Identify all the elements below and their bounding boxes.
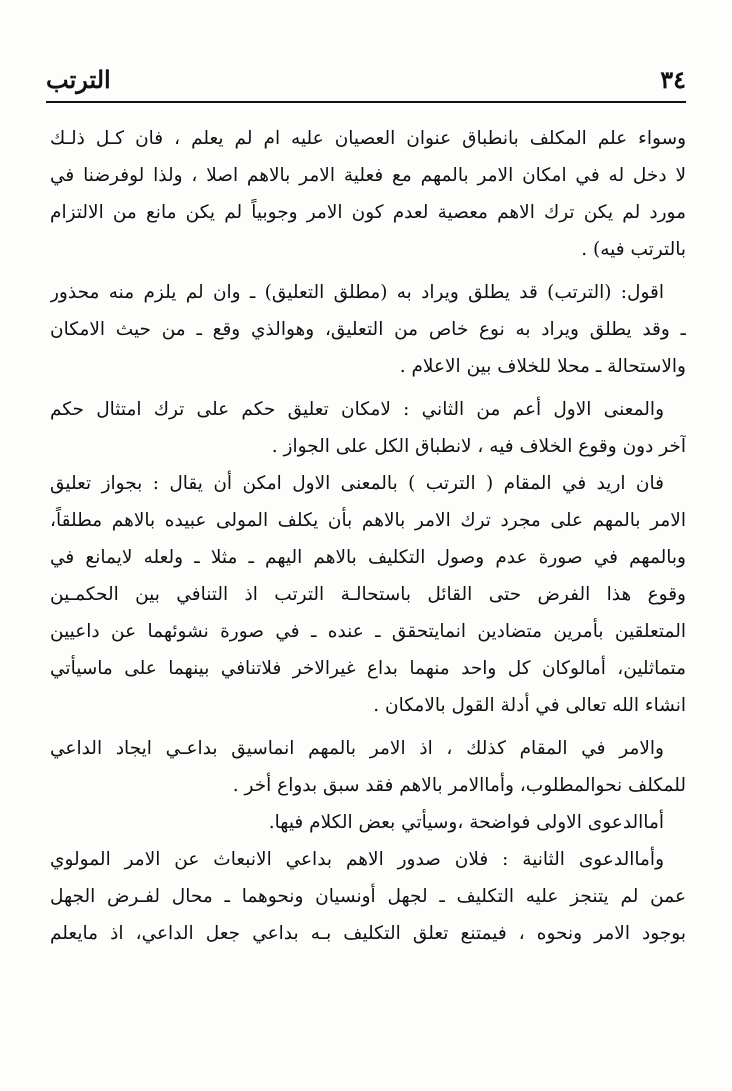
text-line: بالترتب فيه) .: [581, 239, 686, 260]
text-line: ـ وقد يطلق ويراد به نوع خاص من التعليق، وهوالذي وقع ـ من حيث الامكان: [50, 319, 686, 340]
text-line: فان اريد في المقام ( الترتب ) بالمعنى الاول امكن أن يقال : بجواز تعليق: [50, 473, 664, 494]
text-line: متماثلين، أمالوكان كل واحد منهما بداع غيرالاخر فلاتنافي بينهما على ماسيأتي: [50, 658, 686, 679]
text-line: وبالمهم في صورة عدم وصول التكليف بالاهم اليهم ـ مثلا ـ ولعله لايمانع في: [50, 547, 686, 568]
text-line: وسواء علم المكلف بانطباق عنوان العصيان عليه ام لم يعلم ، فان كـل ذلـك: [50, 128, 686, 149]
running-title: الترتب: [46, 65, 111, 94]
text-line: والمعنى الاول أعم من الثاني : لامكان تعليق حكم على ترك امتثال حكم: [50, 399, 664, 420]
text-line: للمكلف نحوالمطلوب، وأماالامر بالاهم فقد سبق بدواع أخر .: [232, 775, 686, 796]
page-header: [46, 62, 686, 98]
page-number: ٣٤: [660, 65, 686, 94]
text-line: مورد لم يكن ترك الاهم معصية لعدم كون الامر وجوبياً لم يكن مانع من الالتزام: [50, 202, 686, 223]
text-line: والامر في المقام كذلك ، اذ الامر بالمهم انماسيق بداعـي ايجاد الداعي: [50, 738, 664, 759]
text-line: لا دخل له في امكان الامر بالمهم مع فعلية الامر بالاهم اصلا ، ولذا لوفرضنا في: [50, 165, 686, 186]
text-line: آخر دون وقوع الخلاف فيه ، لانطباق الكل على الجواز .: [271, 436, 686, 457]
text-line: وأماالدعوى الثانية : فلان صدور الاهم بداعي الانبعاث عن الامر المولوي: [50, 849, 664, 870]
text-line: انشاء الله تعالى في أدلة القول بالامكان .: [373, 695, 686, 716]
text-line: المتعلقين بأمرين متضادين انمايتحقق ـ عنده ـ في صورة نشوئهما عن داعيين: [50, 621, 686, 642]
text-line: عمن لم يتنجز عليه التكليف ـ لجهل أونسيان ونحوهما ـ محال لفـرض الجهل: [50, 886, 686, 907]
text-line: اقول: (الترتب) قد يطلق ويراد به (مطلق التعليق) ـ وان لم يلزم منه محذور: [50, 282, 664, 303]
text-line: الامر بالمهم على مجرد ترك الامر بالاهم بأن يكلف المولى عبيده بالاهم مطلقاً،: [50, 510, 686, 531]
body-text: [50, 120, 686, 952]
text-line: والاستحالة ـ محلا للخلاف بين الاعلام .: [399, 356, 686, 377]
text-line: بوجود الامر ونحوه ، فيمتنع تعلق التكليف بـه بداعي جعل الداعي، اذ مايعلم: [50, 923, 686, 944]
header-rule: [46, 101, 686, 103]
text-line: أماالدعوى الاولى فواضحة ،وسيأتي بعض الكلام فيها.: [268, 812, 664, 833]
text-line: وقوع هذا الفرض حتى القائل باستحالـة الترتب اذ التنافي بين الحكمـين: [50, 584, 686, 605]
